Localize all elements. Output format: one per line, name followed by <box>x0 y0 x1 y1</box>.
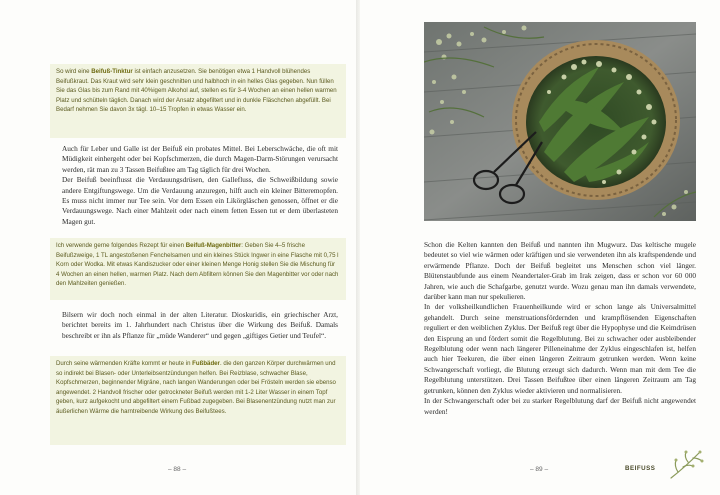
right-page-text <box>424 240 696 417</box>
tincture-recipe-text: So wird eine Beifuß-Tinktur ist einfach anzusetzen. Sie benötigen etwa 1 Handvoll blühendes Beifußkraut. Das Kraut wird sehr klein geschnitten und halbhoch in ein helles Glas gegeben. Nun füllen Sie das Glas bis zum Rand mit 40%igem Alkohol auf, stellen es für 3-4 Wochen an einen hellen warmen Platz und schütteln täglich. Danach wird der Ansatz abgefiltert und in dunkle Fläschchen abgefüllt. Bei Bedarf nehmen Sie davon 3x tägl. 10–15 Tropfen in etwas Wasser ein. <box>56 68 337 114</box>
footbath-recipe-text: Durch seine wärmenden Kräfte kommt er heute in Fußbäder. die den ganzen Körper durchwärmen und so indirekt bei Blasen- oder Unterleibsentzündungen helfen. Bei Reizblase, schwacher Blase, Kopfschmerzen, beginnender Migräne, nach langen Wanderungen oder bei Frösteln werden sie ebenso angewendet. 2 Handvoll frischer oder getrockneter Beifuß werden mit 1-2 Liter Wasser in einem Topf geben, kurz aufgekocht und abgefiltert einem Fußbad zugegeben. Bei Blasenentzündung nutzt man zur äußerlichen Wärme die harntreibende Wirkung des Beifußtees. <box>56 360 336 415</box>
kelten-paragraph: Schon die Kelten kannten den Beifuß und nannten ihn Mugwurz. Das keltische mugele bedeutet so viel wie wärmen oder kräftigen und sie verwendeten ihn als kraftspendende und erwärmende Pflanze. Doch der Beifuß begleitet uns Menschen schon viel länger. Blütenstaubfunde aus einem Neandertaler-Grab im Irak zeigen, dass er schon vor 60 000 Jahren, wie auch die Schafgarbe, genutzt wurde. Wozu genau man ihn damals verwendete, darüber kann man nur spekulieren. <box>424 240 696 302</box>
liver-digestion-paragraph: Auch für Leber und Galle ist der Beifuß ein probates Mittel. Bei Leberschwäche, die oft mit Müdigkeit einhergeht oder bei Kopfschmerzen, die durch Magen-Darm-Störungen verursacht werden, rät man zu 3 Tassen Beifußtee am Tag täglich für drei Wochen. Der Beifuß beeinflusst die Verdauungsdrüsen, den Gallefluss, die Schweißbildung sowie andere Entgiftungswege. Um die Verdauung anzuregen, hilft auch ein kleiner Bitteremopfen. Es muss nicht immer nur Tee sein. Vor dem Essen ein Likörgläschen genossen, öffnet er die Verdauungswege. Nach einer Mahlzeit oder nach einem fetten Essen tut er dem überlasteten Magen gut. <box>62 144 338 226</box>
stomach-bitter-recipe-text: Ich verwende gerne folgendes Rezept für einen Beifuß-Magenbitter: Geben Sie 4–5 frische Beifußzweige, 1 TL angestoßenen Fenchelsamen und ein kleines Stück Ingwer in eine Flasche mit 0,75 l Korn oder Wodka. Mit etwas Kandiszucker oder einer kleinen Menge Honig stellen Sie die Mischung für 4 Wochen an einen hellen, warmen Platz. Nach dem Abfiltern können Sie den Magenbitter vor oder nach den Mahlzeiten genießen. <box>56 242 339 288</box>
stomach-bitter-recipe-title: Beifuß-Magenbitter <box>185 242 242 249</box>
mugwort-sprig-icon <box>666 448 706 482</box>
page-number-right: – 89 – <box>530 466 549 473</box>
running-head: BEIFUSS <box>625 465 656 472</box>
footbath-recipe-title: Fußbäder <box>192 360 220 367</box>
frauenheilkunde-paragraph: In der volksheilkundlichen Frauenheilkunde wird er schon lange als Universalmittel gehandelt. Durch seine menstruationsfördernden und krampflösenden Eigenschaften reguliert er den weiblichen Zyklus. Der Beifuß regt über die Hypophyse und die Keimdrüsen den Eisprung an und fördert somit die Regelblutung. Bei zu schwacher oder ausbleibender Regelblutung oder wenn nach längerer Pilleneinahme der Zyklus eingeschlafen ist, helfen auch hier Teekuren, die über einen längeren Zeitraum getrunken werden. Wenn keine Schwangerschaft vorliegt, die Blutung erzeugt sich dadurch. Wenn man mit dem Tee die Regelblutung unterstützen. Drei Tassen Beifußtee über einen längeren Zeitraum am Tag getrunken, können den Zyklus wieder aktivieren und normalisieren. <box>424 302 696 395</box>
tincture-recipe-box <box>50 64 346 138</box>
tincture-recipe-title: Beifuß-Tinktur <box>91 68 133 75</box>
footbath-recipe-box <box>50 356 346 445</box>
herb-bowl-photo <box>424 22 696 221</box>
stomach-bitter-recipe-box <box>50 238 346 300</box>
left-page <box>0 0 356 495</box>
literature-paragraph: Bilsern wir doch noch einmal in der alten Literatur. Dioskuridis, ein griechischer Arzt, berichtet bereits im 1. Jahrhundert nach Christus über die Wirkung des Beifuß. Damals beschreibt er ihn als Pflanze für „müde Wanderer“ und gegen „giftiges Getier und Teufel“. <box>62 310 338 340</box>
warning-paragraph: In der Schwangerschaft oder bei zu starker Regelblutung darf der Beifuß nicht angewendet werden! <box>424 396 696 416</box>
page-number-left: – 88 – <box>168 466 187 473</box>
